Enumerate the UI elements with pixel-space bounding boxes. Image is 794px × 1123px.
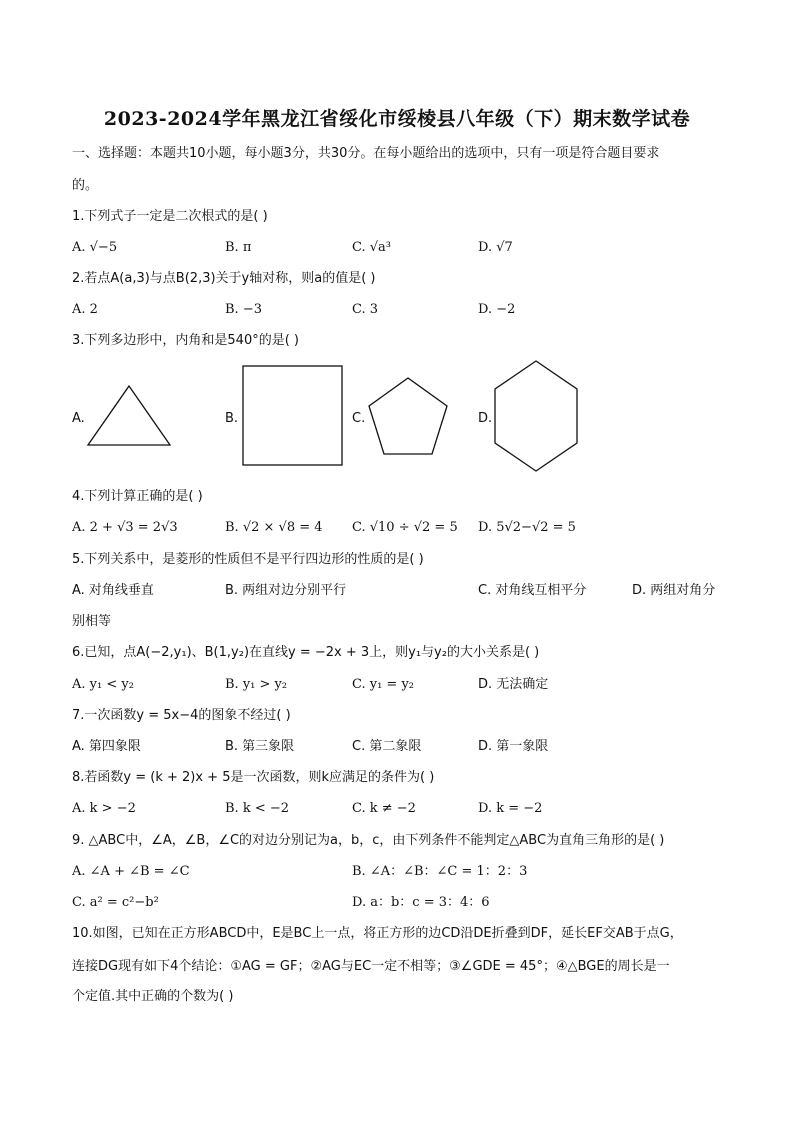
question-4-option-c: C. √10 ÷ √2 = 5 [352,520,458,535]
question-5-option-d-continued: 别相等 [72,614,112,629]
question-7-stem: 7.一次函数y = 5x−4的图象不经过( ) [72,708,291,723]
question-7-option-b: B. 第三象限 [225,739,295,754]
pentagon-figure [366,375,450,457]
question-6-option-d: D. 无法确定 [478,677,549,692]
section-instructions-line2: 的。 [72,178,99,193]
question-4-stem: 4.下列计算正确的是( ) [72,489,203,504]
page-title: 2023-2024学年黑龙江省绥化市绥棱县八年级（下）期末数学试卷 [103,108,691,130]
question-5-stem: 5.下列关系中，是菱形的性质但不是平行四边形的性质的是( ) [72,552,424,567]
question-6-option-c: C. y₁ = y₂ [352,677,415,692]
question-3-stem: 3.下列多边形中，内角和是540°的是( ) [72,333,299,348]
question-1-option-c: C. √a³ [352,240,391,255]
question-5-option-b: B. 两组对边分别平行 [225,583,347,598]
question-4-option-d: D. 5√2−√2 = 5 [478,520,576,535]
question-6-stem: 6.已知，点A(−2,y₁)、B(1,y₂)在直线y = −2x + 3上，则y₁与y₂的大小关系是( ) [72,645,540,660]
question-2-option-c: C. 3 [352,302,379,317]
question-5-option-d: D. 两组对角分 [632,583,716,598]
question-8-option-a: A. k > −2 [72,801,136,816]
question-9-option-c: C. a² = c²−b² [72,895,159,910]
question-2-option-b: B. −3 [225,302,262,317]
question-1-option-b: B. π [225,240,252,255]
question-4-option-a: A. 2 + √3 = 2√3 [72,520,178,535]
question-1-stem: 1.下列式子一定是二次根式的是( ) [72,209,268,224]
question-1-option-d: D. √7 [478,240,513,255]
question-6-option-a: A. y₁ < y₂ [72,677,134,692]
question-3-option-c: C. [352,411,366,426]
question-9-stem: 9. △ABC中，∠A，∠B，∠C的对边分别记为a，b，c，由下列条件不能判定△ABC为直角三角形的是( ) [72,833,665,848]
question-10-line1: 10.如图，已知在正方形ABCD中，E是BC上一点，将正方形的边CD沿DE折叠到DF，延长EF交AB于点G， [72,926,683,941]
question-3-option-b: B. [225,411,239,426]
square-figure [242,365,344,467]
question-5-option-a: A. 对角线垂直 [72,583,154,598]
question-8-option-b: B. k < −2 [225,801,290,816]
question-4-option-b: B. √2 × √8 = 4 [225,520,323,535]
question-6-option-b: B. y₁ > y₂ [225,677,288,692]
question-8-option-d: D. k = −2 [478,801,543,816]
question-2-option-a: A. 2 [72,302,98,317]
question-9-option-b: B. ∠A：∠B：∠C = 1：2：3 [352,864,528,879]
question-9-option-a: A. ∠A + ∠B = ∠C [72,864,190,879]
question-3-option-a: A. [72,411,85,426]
question-1-option-a: A. √−5 [72,240,118,255]
question-8-option-c: C. k ≠ −2 [352,801,416,816]
question-2-stem: 2.若点A(a,3)与点B(2,3)关于y轴对称，则a的值是( ) [72,271,376,286]
triangle-figure [86,384,172,448]
hexagon-figure [493,359,579,473]
question-9-option-d: D. a：b：c = 3：4：6 [352,895,490,910]
question-7-option-c: C. 第二象限 [352,739,422,754]
question-7-option-d: D. 第一象限 [478,739,549,754]
question-7-option-a: A. 第四象限 [72,739,141,754]
question-8-stem: 8.若函数y = (k + 2)x + 5是一次函数，则k应满足的条件为( ) [72,770,435,785]
question-2-option-d: D. −2 [478,302,516,317]
question-3-option-d: D. [478,411,493,426]
section-instructions-line1: 一、选择题：本题共10小题，每小题3分，共30分。在每小题给出的选项中，只有一项是符合题目要求 [72,146,660,161]
question-10-line2: 连接DG现有如下4个结论：①AG = GF；②AG与EC一定不相等；③∠GDE = 45°；④△BGE的周长是一 [72,959,670,974]
question-10-line3: 个定值.其中正确的个数为( ) [72,989,234,1004]
question-5-option-c: C. 对角线互相平分 [478,583,587,598]
